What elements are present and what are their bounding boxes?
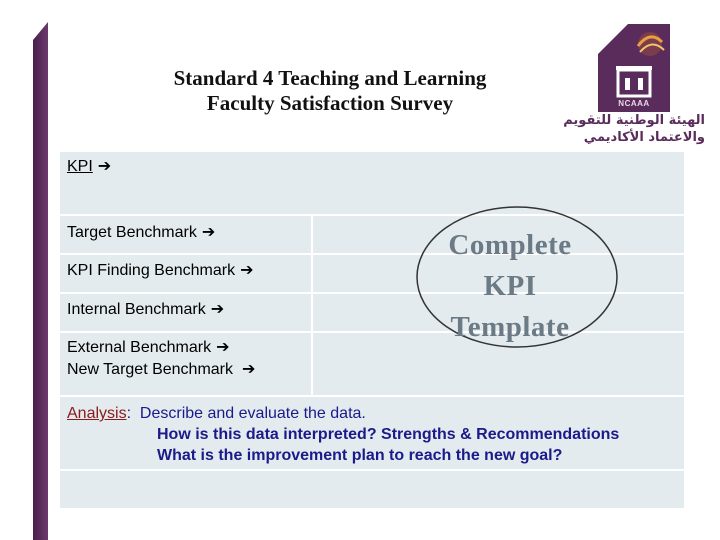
arrow-right-icon: ➔ [216, 337, 230, 356]
external-benchmark-text: External Benchmark [67, 339, 212, 356]
new-target-benchmark-text: New Target Benchmark [67, 361, 233, 378]
callout-line-3: Template [450, 311, 570, 343]
analysis-text-1: Describe and evaluate the data. [139, 405, 366, 422]
empty-row [60, 471, 684, 508]
arrow-right-icon: ➔ [242, 359, 256, 378]
analysis-colon: : [126, 405, 132, 422]
analysis-block [67, 403, 687, 464]
left-accent-notch [33, 22, 48, 40]
new-target-benchmark-label [67, 359, 255, 379]
arrow-right-icon: ➔ [240, 260, 254, 279]
column-divider [311, 215, 313, 395]
slide-title [120, 66, 540, 116]
callout-line-2: KPI [483, 270, 537, 302]
callout-text [415, 225, 605, 348]
ncaaa-logo [563, 20, 705, 145]
arrow-right-icon: ➔ [97, 156, 112, 175]
logo-acronym: NCAAA [618, 99, 650, 108]
analysis-line-3: What is the improvement plan to reach the new goal? [157, 447, 563, 464]
target-benchmark-label [67, 222, 215, 242]
analysis-line-2: How is this data interpreted? Strengths & Recommendations [157, 426, 620, 443]
analysis-heading: Analysis [67, 405, 127, 422]
finding-benchmark-text: KPI Finding Benchmark [67, 262, 236, 279]
external-benchmark-label [67, 337, 229, 357]
internal-benchmark-label [67, 299, 224, 319]
kpi-text: KPI [67, 158, 93, 175]
arrow-right-icon: ➔ [210, 299, 225, 318]
logo-arabic-line-1: الهيئة الوطنية للتقويم [563, 113, 705, 128]
target-benchmark-text: Target Benchmark [67, 224, 197, 241]
left-accent-bar [33, 22, 48, 540]
title-line-1: Standard 4 Teaching and Learning [173, 66, 487, 90]
internal-benchmark-text: Internal Benchmark [67, 301, 206, 318]
finding-benchmark-label [67, 260, 253, 280]
logo-arabic-line-2: والاعتماد الأكاديمي [583, 130, 705, 145]
title-line-2: Faculty Satisfaction Survey [206, 91, 454, 115]
callout-line-1: Complete [448, 229, 572, 261]
kpi-label [67, 156, 111, 176]
analysis-line-1 [67, 403, 687, 424]
arrow-right-icon: ➔ [201, 222, 216, 241]
